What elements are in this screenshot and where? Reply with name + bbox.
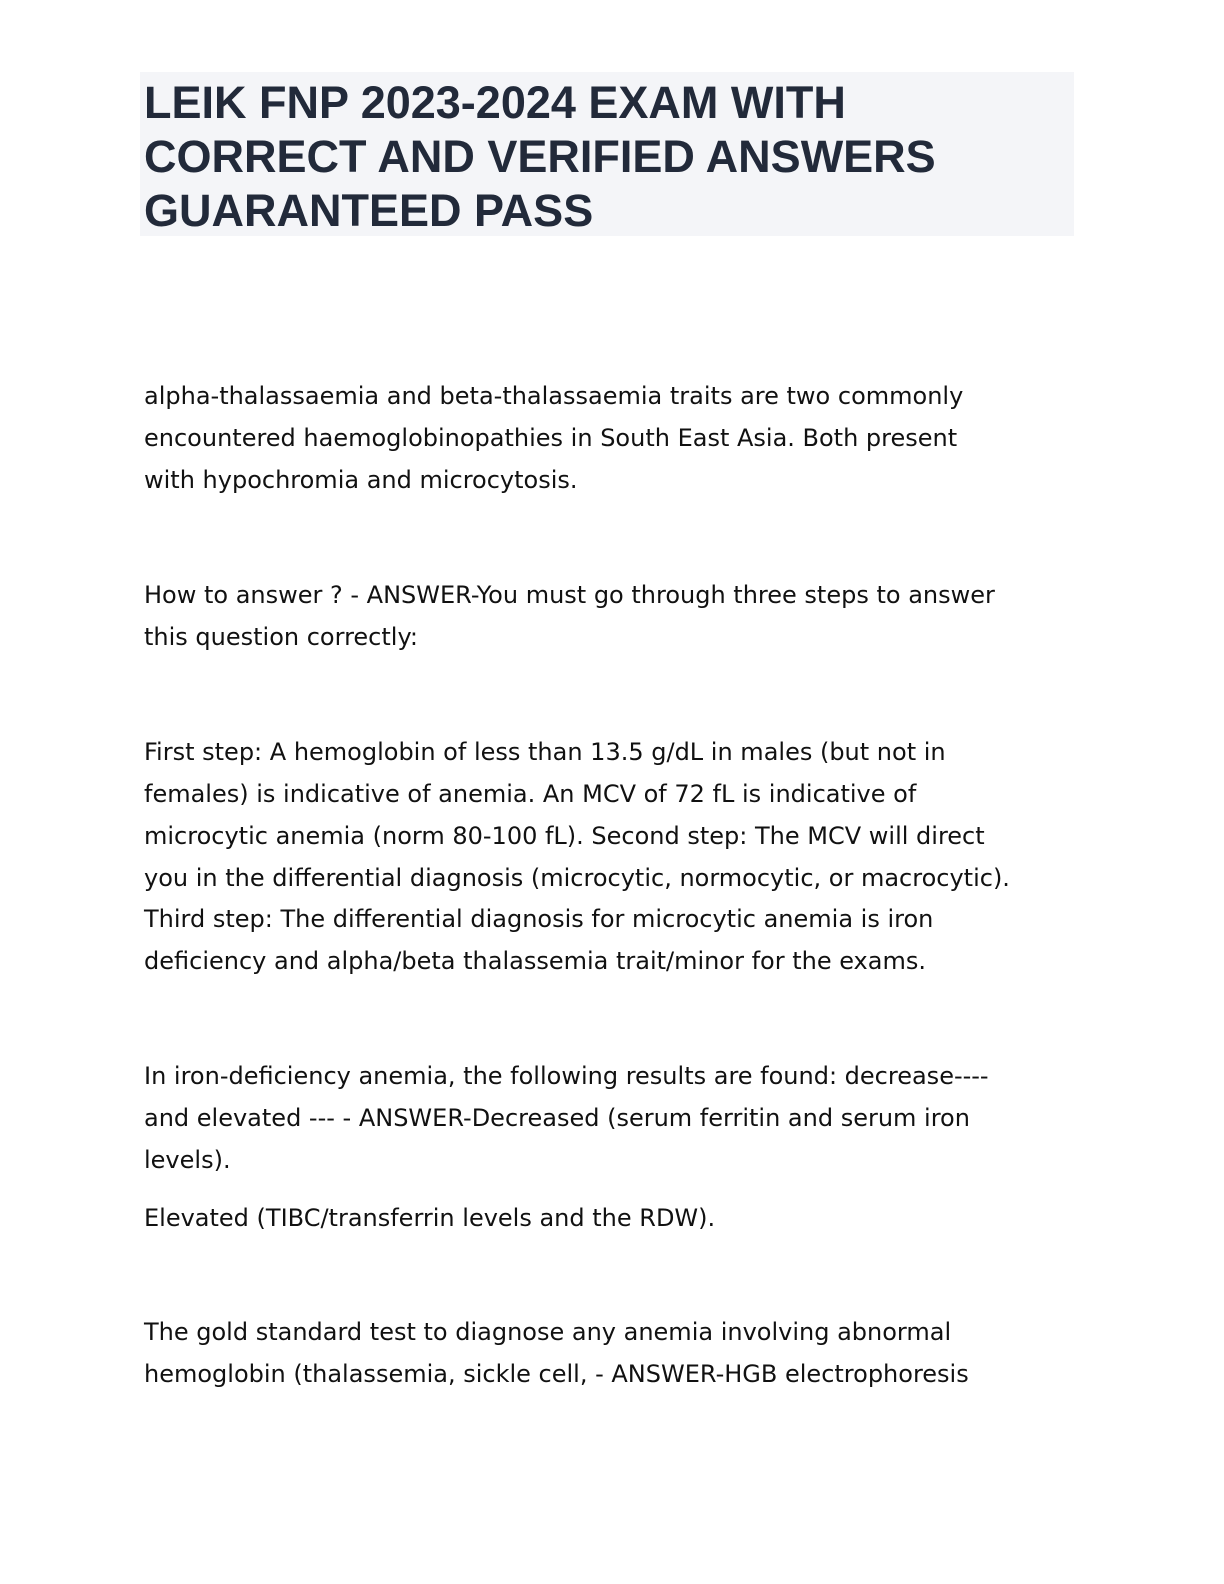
- question-2-line: In iron-deficiency anemia, the following results are found: decrease----: [144, 1062, 989, 1090]
- question-3-line: hemoglobin (thalassemia, sickle cell, - ANSWER-HGB electrophoresis: [144, 1360, 969, 1388]
- intro-paragraph-line: encountered haemoglobinopathies in South East Asia. Both present: [144, 424, 958, 452]
- steps-paragraph-line: females) is indicative of anemia. An MCV of 72 fL is indicative of: [144, 780, 917, 808]
- question-2-extra-line: Elevated (TIBC/transferrin levels and the RDW).: [144, 1204, 716, 1232]
- document-title-line-1: LEIK FNP 2023-2024 EXAM WITH: [144, 77, 846, 128]
- question-2-line: and elevated --- - ANSWER-Decreased (serum ferritin and serum iron: [144, 1104, 970, 1132]
- question-1-line: this question correctly:: [144, 623, 418, 651]
- steps-paragraph-line: Third step: The differential diagnosis for microcytic anemia is iron: [144, 905, 934, 933]
- document-title-line-2: CORRECT AND VERIFIED ANSWERS: [144, 131, 936, 182]
- document-title-line-3: GUARANTEED PASS: [144, 185, 594, 236]
- question-1-line: How to answer ? - ANSWER-You must go through three steps to answer: [144, 581, 995, 609]
- steps-paragraph-line: deficiency and alpha/beta thalassemia trait/minor for the exams.: [144, 947, 926, 975]
- question-3-line: The gold standard test to diagnose any anemia involving abnormal: [144, 1318, 952, 1346]
- question-2-line: levels).: [144, 1146, 231, 1174]
- intro-paragraph-line: alpha-thalassaemia and beta-thalassaemia traits are two commonly: [144, 382, 964, 410]
- steps-paragraph-line: First step: A hemoglobin of less than 13.5 g/dL in males (but not in: [144, 738, 946, 766]
- steps-paragraph-line: microcytic anemia (norm 80-100 fL). Second step: The MCV will direct: [144, 822, 985, 850]
- steps-paragraph-line: you in the differential diagnosis (microcytic, normocytic, or macrocytic).: [144, 864, 1010, 892]
- intro-paragraph-line: with hypochromia and microcytosis.: [144, 466, 578, 494]
